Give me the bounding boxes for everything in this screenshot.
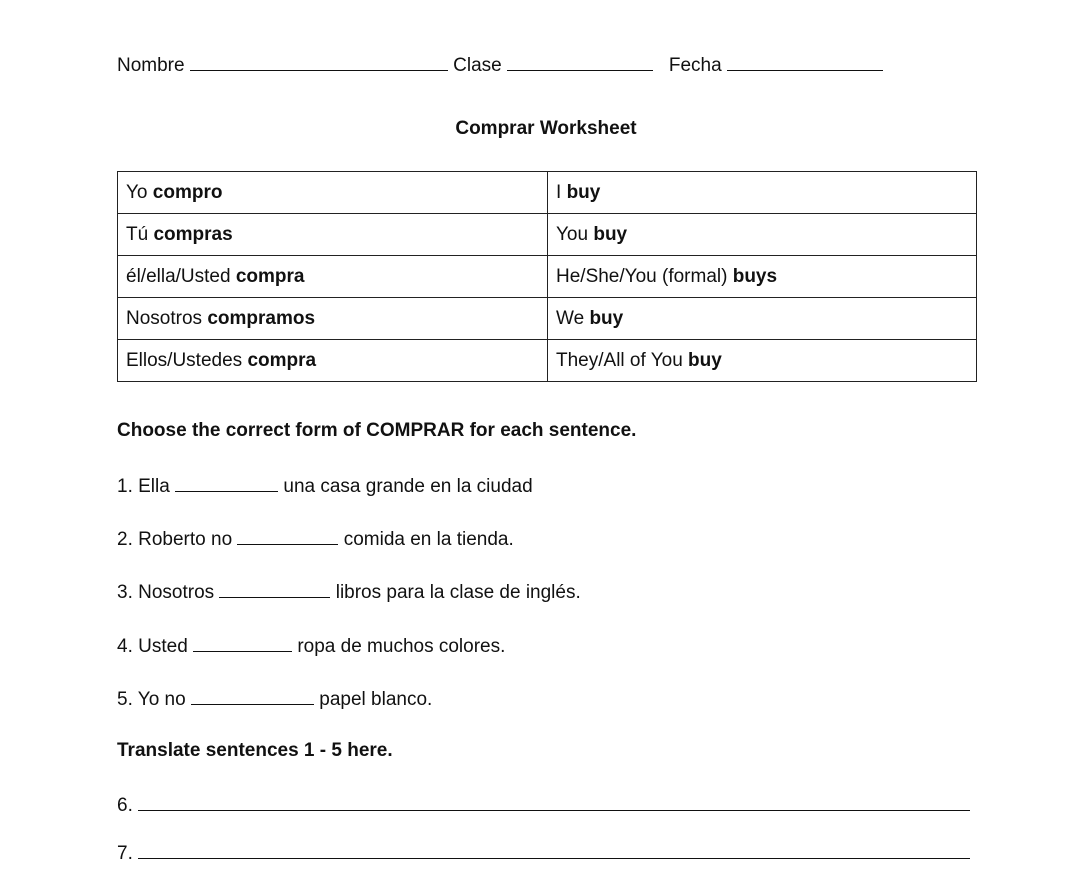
table-row — [118, 172, 977, 214]
table-row — [118, 298, 977, 340]
question-prefix: 5. Yo no — [117, 689, 186, 710]
english-cell: We buy — [548, 298, 977, 340]
table-row — [118, 256, 977, 298]
translation-line — [117, 792, 970, 817]
instructions-choose: Choose the correct form of COMPRAR for each sentence. — [117, 420, 637, 441]
question-item — [117, 633, 505, 658]
question-item — [117, 526, 514, 551]
answer-blank[interactable] — [219, 579, 330, 598]
student-info-header — [117, 52, 883, 77]
clase-blank[interactable] — [507, 52, 653, 71]
line-number: 7. — [117, 843, 133, 864]
translation-blank[interactable] — [138, 840, 970, 859]
translation-blank[interactable] — [138, 792, 970, 811]
table-row — [118, 214, 977, 256]
answer-blank[interactable] — [175, 473, 278, 492]
english-cell: You buy — [548, 214, 977, 256]
question-item — [117, 686, 432, 711]
question-suffix: ropa de muchos colores. — [297, 636, 506, 657]
question-suffix: papel blanco. — [319, 689, 433, 710]
answer-blank[interactable] — [193, 633, 292, 652]
question-prefix: 4. Usted — [117, 636, 188, 657]
question-prefix: 2. Roberto no — [117, 529, 233, 550]
question-suffix: comida en la tienda. — [343, 529, 514, 550]
english-cell: They/All of You buy — [548, 340, 977, 382]
table-row — [118, 340, 977, 382]
clase-label: Clase — [453, 55, 502, 76]
nombre-blank[interactable] — [190, 52, 448, 71]
instructions-translate: Translate sentences 1 - 5 here. — [117, 740, 393, 761]
answer-blank[interactable] — [191, 686, 314, 705]
line-number: 6. — [117, 795, 133, 816]
english-cell: He/She/You (formal) buys — [548, 256, 977, 298]
fecha-blank[interactable] — [727, 52, 883, 71]
question-prefix: 3. Nosotros — [117, 582, 215, 603]
english-cell: I buy — [548, 172, 977, 214]
question-prefix: 1. Ella — [117, 476, 170, 497]
question-item — [117, 473, 533, 498]
question-suffix: libros para la clase de inglés. — [335, 582, 581, 603]
spanish-cell: Nosotros compramos — [118, 298, 548, 340]
answer-blank[interactable] — [237, 526, 338, 545]
spanish-cell: Yo compro — [118, 172, 548, 214]
translation-line — [117, 840, 970, 865]
spanish-cell: Tú compras — [118, 214, 548, 256]
nombre-label: Nombre — [117, 55, 185, 76]
worksheet-title: Comprar Worksheet — [455, 118, 637, 139]
fecha-label: Fecha — [668, 55, 722, 76]
question-suffix: una casa grande en la ciudad — [283, 476, 533, 497]
spanish-cell: él/ella/Usted compra — [118, 256, 548, 298]
question-item — [117, 579, 581, 604]
conjugation-table — [117, 171, 977, 382]
spanish-cell: Ellos/Ustedes compra — [118, 340, 548, 382]
